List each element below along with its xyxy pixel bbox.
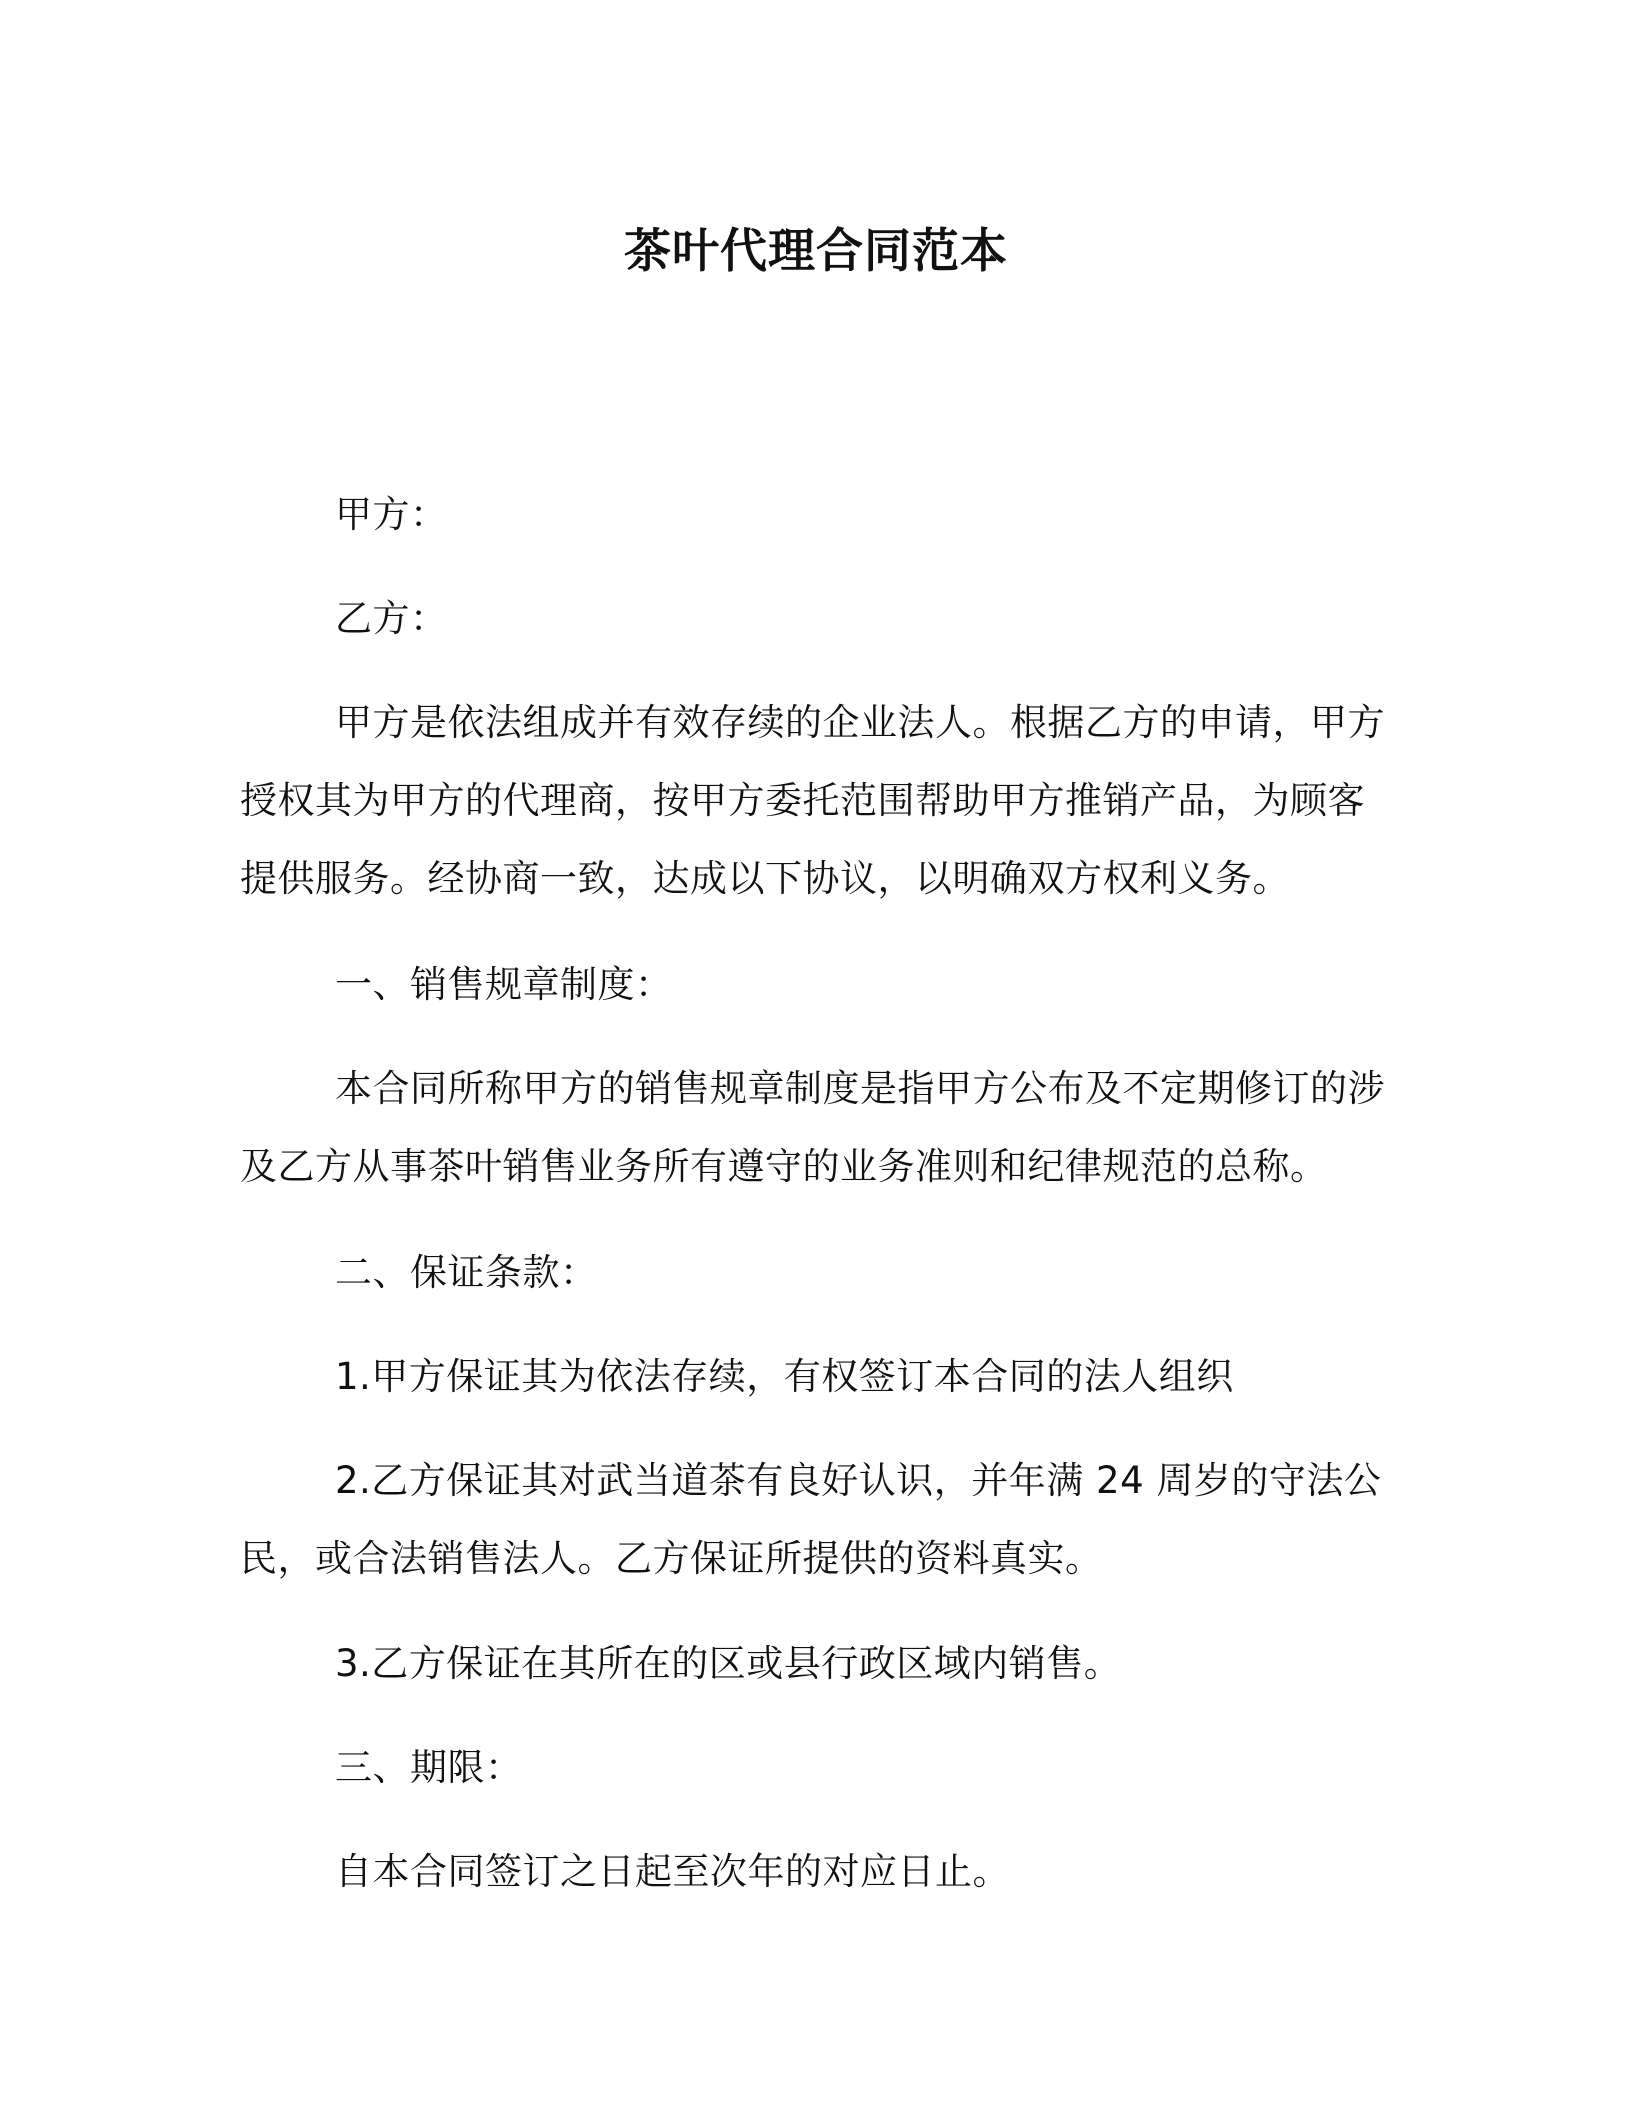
- section2-item3-text: 3.乙方保证在其所在的区或县行政区域内销售。: [335, 1642, 1122, 1685]
- section2-item2: [240, 1442, 1392, 1598]
- section1-heading: [240, 946, 1392, 1024]
- intro-paragraph: [240, 684, 1392, 918]
- section2-item2-line: 民，或合法销售法人。乙方保证所提供的资料真实。: [240, 1537, 1103, 1580]
- section3-body: [240, 1833, 1392, 1911]
- section2-item1: [240, 1338, 1392, 1416]
- section1-line: 本合同所称甲方的销售规章制度是指甲方公布及不定期修订的涉: [335, 1067, 1385, 1110]
- section2-item3: [240, 1625, 1392, 1703]
- section2-item2-line: 2.乙方保证其对武当道茶有良好认识，并年满 24 周岁的守法公: [335, 1459, 1382, 1502]
- intro-line: 甲方是依法组成并有效存续的企业法人。根据乙方的申请，甲方: [335, 701, 1385, 744]
- party-a-label: [240, 476, 1392, 554]
- party-b-label: [240, 580, 1392, 658]
- document-title: 茶叶代理合同范本: [624, 224, 1008, 279]
- section1-line: 及乙方从事茶叶销售业务所有遵守的业务准则和纪律规范的总称。: [240, 1145, 1328, 1188]
- section3-body-text: 自本合同签订之日起至次年的对应日止。: [335, 1850, 1010, 1893]
- section2-heading: [240, 1234, 1392, 1312]
- intro-line: 授权其为甲方的代理商，按甲方委托范围帮助甲方推销产品，为顾客: [240, 779, 1365, 822]
- section1-body: [240, 1050, 1392, 1206]
- section2-heading-text: 二、保证条款：: [335, 1251, 598, 1294]
- section1-heading-text: 一、销售规章制度：: [335, 963, 673, 1006]
- section3-heading: [240, 1729, 1392, 1807]
- section2-item1-text: 1.甲方保证其为依法存续，有权签订本合同的法人组织: [335, 1355, 1234, 1398]
- section3-heading-text: 三、期限：: [335, 1746, 523, 1789]
- intro-line: 提供服务。经协商一致，达成以下协议，以明确双方权利义务。: [240, 857, 1290, 900]
- party-a-text: 甲方：: [335, 493, 448, 536]
- party-b-text: 乙方：: [335, 597, 448, 640]
